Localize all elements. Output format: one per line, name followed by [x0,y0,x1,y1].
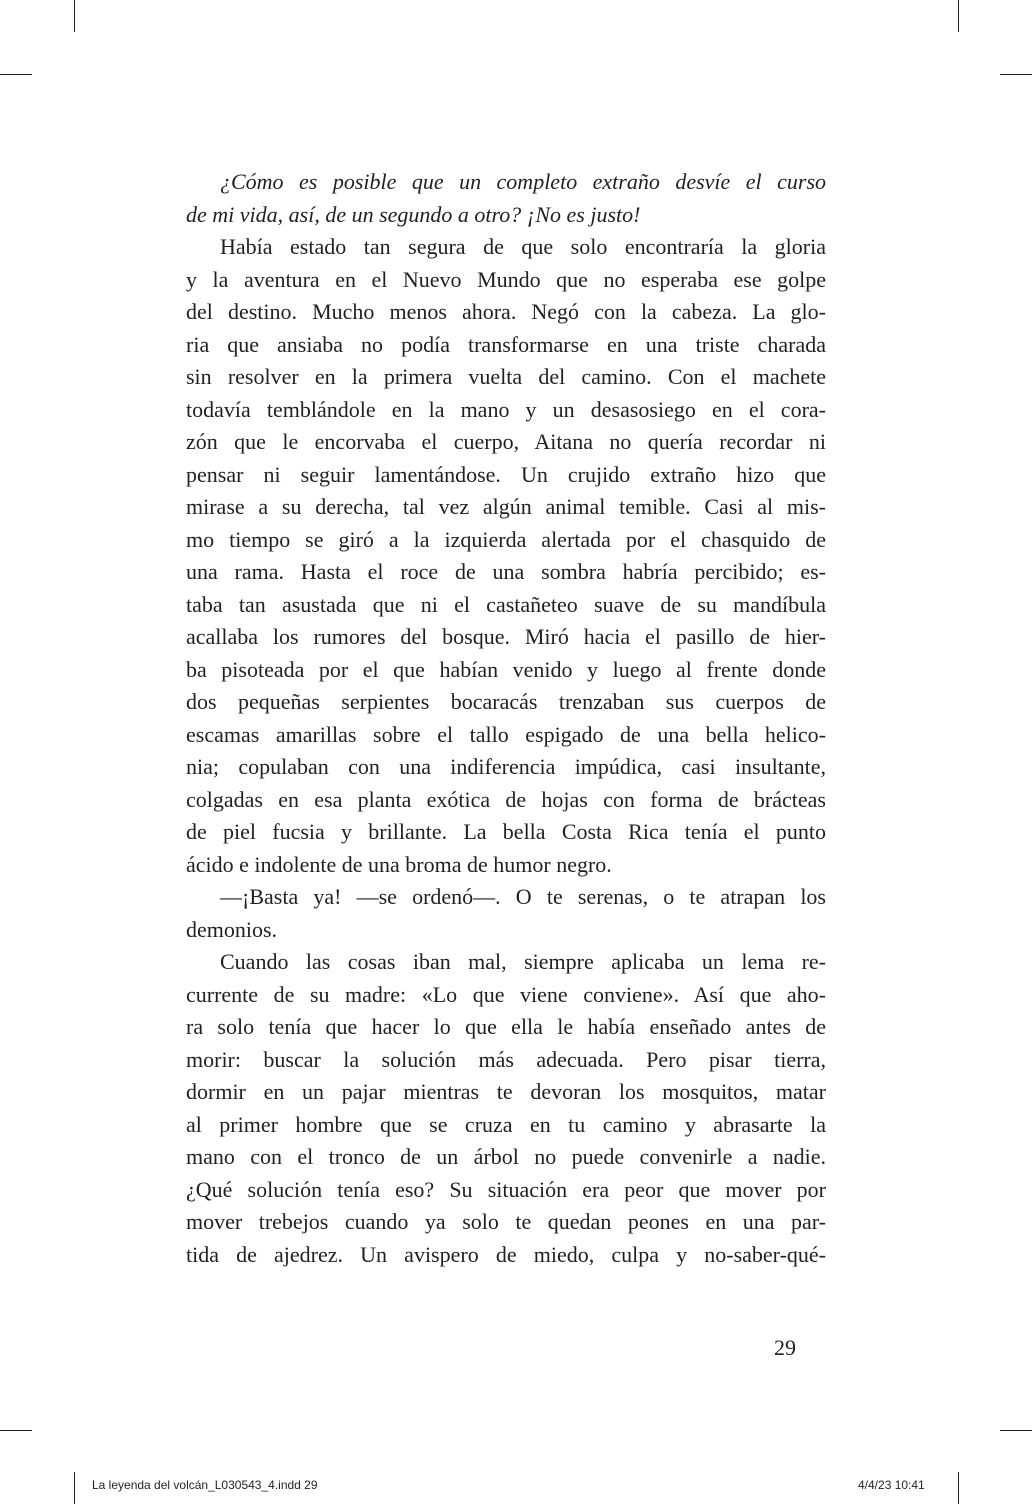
crop-mark-right-top [1000,74,1032,75]
text-line: colgadas en esa planta exótica de hojas con forma de brácteas [186,786,826,812]
text-line: morir: buscar la solución más adecuada. Pero pisar tierra, [186,1046,826,1072]
text-line: taba tan asustada que ni el castañeteo suave de su mandíbula [186,591,826,617]
text-line: Había estado tan segura de que solo encontraría la gloria [220,234,826,259]
text-line: de piel fucsia y brillante. La bella Costa Rica tenía el punto [186,819,826,844]
slug-file-info: La leyenda del volcán_L030543_4.indd 29 [92,1478,318,1492]
text-line: demonios. [186,916,278,942]
crop-mark-right-bottom [1000,1430,1032,1431]
text-line: zón que le encorvaba el cuerpo, Aitana no quería recordar ni [186,429,826,454]
text-line: currente de su madre: «Lo que viene conviene». Así que aho- [186,981,826,1007]
text-line: ba pisoteada por el que habían venido y luego al frente donde [186,656,826,682]
crop-mark-left-bottom [0,1430,32,1431]
text-line: mano con el tronco de un árbol no puede convenirle a nadie. [186,1144,826,1169]
text-line: del destino. Mucho menos ahora. Negó con la cabeza. La glo- [186,299,826,324]
text-line: y la aventura en el Nuevo Mundo que no esperaba ese golpe [186,266,826,292]
text-line: ra solo tenía que hacer lo que ella le había enseñado antes de [186,1014,826,1039]
text-line: pensar ni seguir lamentándose. Un crujido extraño hizo que [186,461,826,487]
text-line: dos pequeñas serpientes bocaracás trenzaban sus cuerpos de [186,689,826,714]
text-line: ¿Qué solución tenía eso? Su situación era peor que mover por [186,1176,826,1202]
text-line: ácido e indolente de una broma de humor negro. [186,851,612,877]
crop-mark-top-right [958,0,959,32]
text-line: acallaba los rumores del bosque. Miró hacia el pasillo de hier- [186,624,826,649]
text-line: todavía temblándole en la mano y un desasosiego en el cora- [186,396,826,422]
text-line: mover trebejos cuando ya solo te quedan peones en una par- [186,1209,826,1234]
body-text [186,166,826,1271]
text-line: una rama. Hasta el roce de una sombra habría percibido; es- [186,559,826,584]
text-line: tida de ajedrez. Un avispero de miedo, culpa y no-saber-qué- [186,1241,826,1267]
text-line: Cuando las cosas iban mal, siempre aplicaba un lema re- [220,949,826,974]
text-line: ¿Cómo es posible que un completo extraño desvíe el curso [220,169,826,194]
text-line: nia; copulaban con una indiferencia impúdica, casi insultante, [186,754,826,779]
slug-date-time: 4/4/23 10:41 [858,1478,925,1492]
crop-mark-bottom-left [74,1472,75,1504]
text-line: mirase a su derecha, tal vez algún animal temible. Casi al mis- [186,494,826,519]
text-line: al primer hombre que se cruza en tu camino y abrasarte la [186,1111,826,1137]
text-line: escamas amarillas sobre el tallo espigado de una bella helico- [186,721,826,747]
page-number: 29 [774,1335,796,1360]
text-line: de mi vida, así, de un segundo a otro? ¡No es justo! [186,201,641,227]
text-line: dormir en un pajar mientras te devoran los mosquitos, matar [186,1079,826,1104]
text-line: mo tiempo se giró a la izquierda alertada por el chasquido de [186,526,826,552]
crop-mark-bottom-right [958,1472,959,1504]
crop-mark-left-top [0,74,32,75]
text-line: ria que ansiaba no podía transformarse en una triste charada [186,331,826,357]
text-line: sin resolver en la primera vuelta del camino. Con el machete [186,364,826,389]
text-line: —¡Basta ya! —se ordenó—. O te serenas, o te atrapan los [220,884,826,909]
crop-mark-top-left [74,0,75,32]
